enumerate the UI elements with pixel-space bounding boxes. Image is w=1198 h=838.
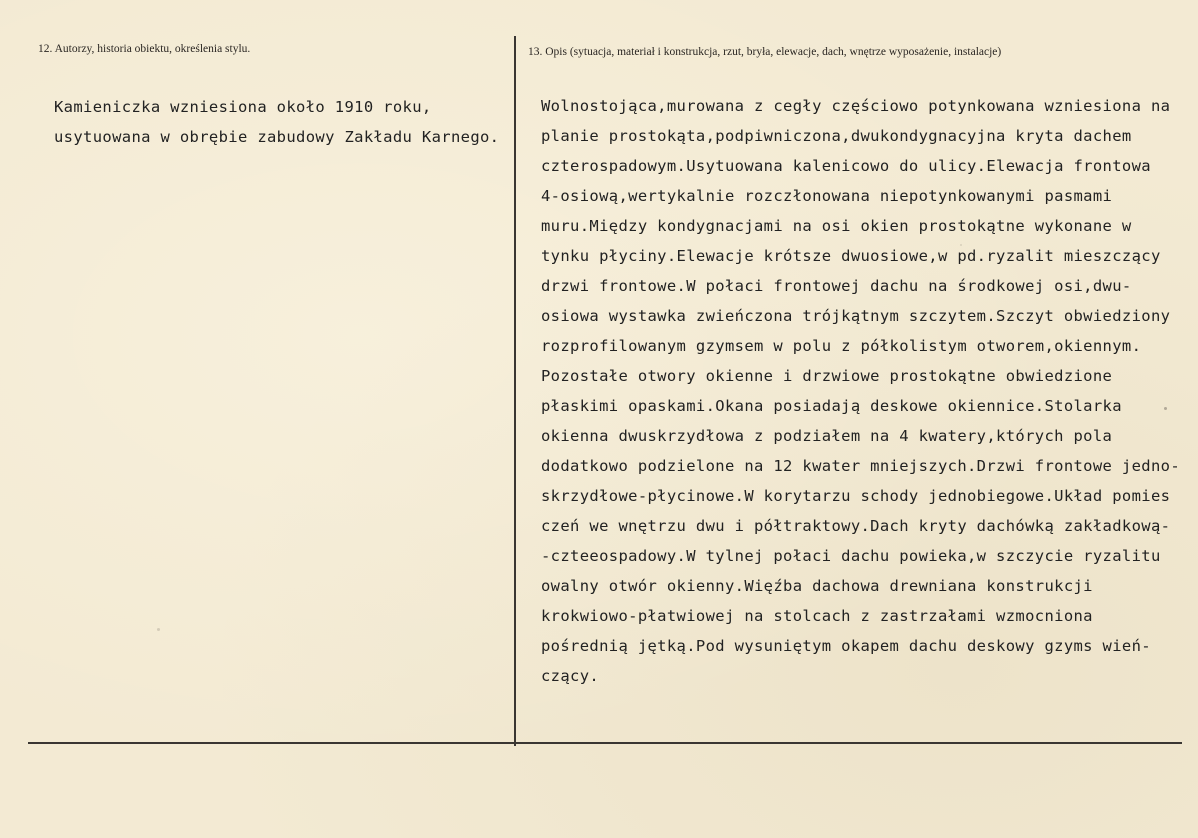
section-13-text bbox=[541, 91, 1180, 691]
text-line: muru.Między kondygnacjami na osi okien prostokątne wykonane w bbox=[541, 217, 1132, 235]
column-divider bbox=[514, 36, 516, 746]
text-line: dodatkowo podzielone na 12 kwater mniejszych.Drzwi frontowe jedno- bbox=[541, 457, 1180, 475]
text-line: usytuowana w obrębie zabudowy Zakładu Karnego. bbox=[54, 128, 500, 146]
text-line: tynku płyciny.Elewacje krótsze dwuosiowe,w pd.ryzalit mieszczący bbox=[541, 247, 1161, 265]
text-line: okienna dwuskrzydłowa z podziałem na 4 kwatery,których pola bbox=[541, 427, 1113, 445]
text-line: 4-osiową,wertykalnie rozczłonowana niepotynkowanymi pasmami bbox=[541, 187, 1113, 205]
text-line: Pozostałe otwory okienne i drzwiowe prostokątne obwiedzione bbox=[541, 367, 1113, 385]
text-line: Kamieniczka wzniesiona około 1910 roku, bbox=[54, 98, 432, 116]
text-line: drzwi frontowe.W połaci frontowej dachu na środkowej osi,dwu- bbox=[541, 277, 1132, 295]
text-line: planie prostokąta,podpiwniczona,dwukondygnacyjna kryta dachem bbox=[541, 127, 1132, 145]
text-line: -czteeospadowy.W tylnej połaci dachu powieka,w szczycie ryzalitu bbox=[541, 547, 1161, 565]
bottom-rule bbox=[28, 742, 1182, 744]
section-12-header: 12. Autorzy, historia obiektu, określenia stylu. bbox=[38, 43, 251, 55]
text-line: owalny otwór okienny.Więźba dachowa drewniana konstrukcji bbox=[541, 577, 1093, 595]
text-line: Wolnostojąca,murowana z cegły częściowo potynkowana wzniesiona na bbox=[541, 97, 1171, 115]
ink-speck bbox=[960, 244, 962, 246]
text-line: rozprofilowanym gzymsem w polu z półkolistym otworem,okiennym. bbox=[541, 337, 1142, 355]
text-line: skrzydłowe-płycinowe.W korytarzu schody jednobiegowe.Układ pomies bbox=[541, 487, 1171, 505]
section-13-header: 13. Opis (sytuacja, materiał i konstrukcja, rzut, bryła, elewacje, dach, wnętrze wyposażenie, instalacje) bbox=[528, 46, 1002, 58]
text-line: czący. bbox=[541, 667, 600, 685]
text-line: krokwiowo-płatwiowej na stolcach z zastrzałami wzmocniona bbox=[541, 607, 1093, 625]
section-12-text bbox=[54, 92, 499, 152]
text-line: osiowa wystawka zwieńczona trójkątnym szczytem.Szczyt obwiedziony bbox=[541, 307, 1171, 325]
ink-speck bbox=[157, 628, 160, 631]
text-line: pośrednią jętką.Pod wysuniętym okapem dachu deskowy gzyms wień- bbox=[541, 637, 1151, 655]
text-line: płaskimi opaskami.Okana posiadają deskowe okiennice.Stolarka bbox=[541, 397, 1122, 415]
text-line: czterospadowym.Usytuowana kalenicowo do ulicy.Elewacja frontowa bbox=[541, 157, 1151, 175]
text-line: czeń we wnętrzu dwu i półtraktowy.Dach kryty dachówką zakładkową- bbox=[541, 517, 1171, 535]
ink-speck bbox=[1164, 407, 1167, 410]
